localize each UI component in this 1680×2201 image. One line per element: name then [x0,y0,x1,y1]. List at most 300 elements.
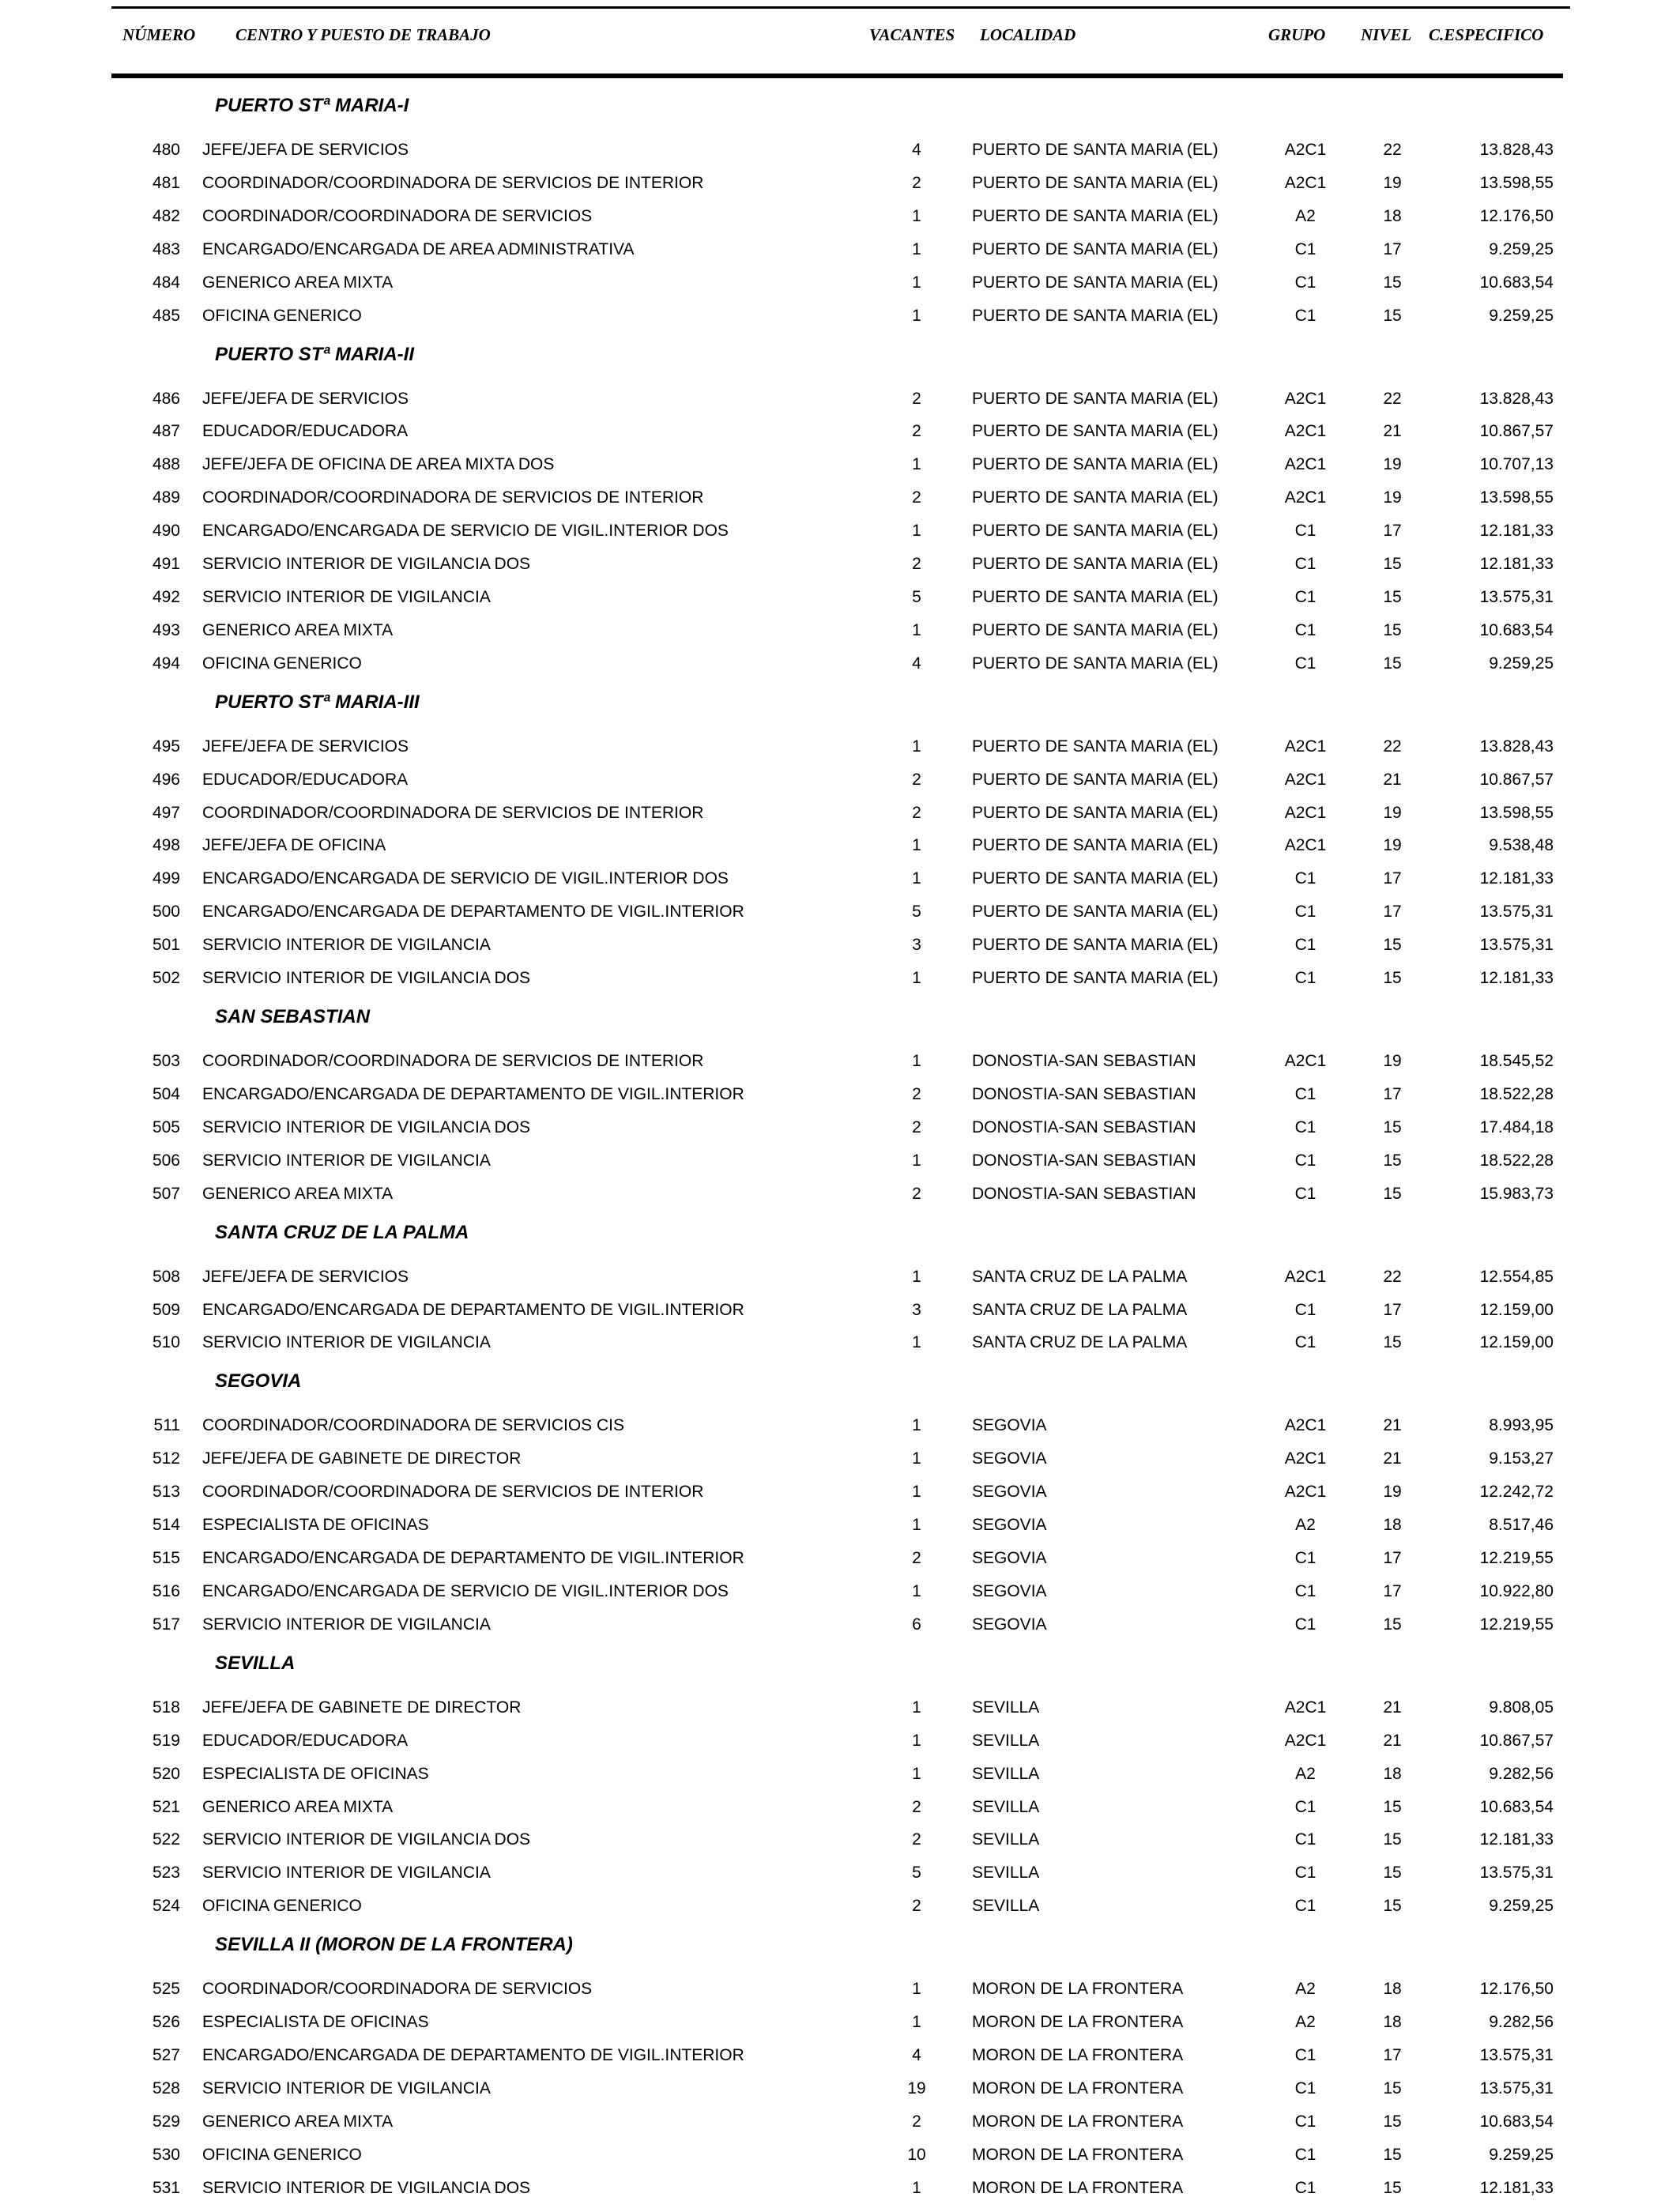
table-row [0,1579,1680,1604]
row-grupo: A2C1 [1284,770,1327,789]
row-nivel: 15 [1383,2079,1402,2097]
row-vacantes: 1 [912,737,921,756]
table-row [0,933,1680,958]
table-row [0,1513,1680,1538]
row-vacantes: 1 [912,1449,921,1468]
row-especifico: 13.598,55 [1479,173,1554,192]
table-row [0,386,1680,412]
row-especifico: 9.259,25 [1489,1897,1554,1916]
row-vacantes: 1 [912,2013,921,2032]
row-vacantes: 6 [912,1615,921,1634]
row-grupo: C1 [1294,306,1317,325]
table-row [0,1860,1680,1886]
row-especifico: 18.522,28 [1479,1084,1554,1103]
row-vacantes: 1 [912,869,921,888]
row-vacantes: 1 [912,2178,921,2197]
row-puesto: JEFE/JEFA DE SERVICIOS [202,389,409,408]
row-localidad: SEGOVIA [972,1516,1047,1535]
row-localidad: PUERTO DE SANTA MARIA (EL) [972,770,1219,789]
row-localidad: SEVILLA [972,1797,1040,1816]
row-nivel: 19 [1383,1483,1402,1502]
table-row [0,1795,1680,1820]
row-grupo: A2C1 [1284,1698,1327,1717]
row-localidad: MORON DE LA FRONTERA [972,2145,1184,2164]
row-especifico: 10.867,57 [1479,770,1554,789]
row-vacantes: 1 [912,1151,921,1170]
row-numero: 515 [152,1549,180,1567]
row-especifico: 13.598,55 [1479,803,1554,822]
row-puesto: SERVICIO INTERIOR DE VIGILANCIA [202,1333,491,1352]
row-nivel: 15 [1383,2178,1402,2197]
table-row [0,1894,1680,1919]
row-grupo: C1 [1294,654,1317,673]
row-localidad: MORON DE LA FRONTERA [972,2112,1184,2131]
row-numero: 511 [153,1416,180,1435]
row-grupo: C1 [1294,2079,1317,2097]
row-localidad: SEGOVIA [972,1549,1047,1567]
table-row [0,1298,1680,1323]
row-numero: 498 [152,836,180,855]
row-grupo: C1 [1294,2112,1317,2131]
row-nivel: 15 [1383,654,1402,673]
row-especifico: 10.867,57 [1479,422,1554,441]
row-grupo: A2C1 [1284,1731,1327,1750]
table-row [0,1264,1680,1290]
table-row [0,1413,1680,1438]
row-numero: 528 [152,2079,180,2097]
row-numero: 500 [152,903,180,921]
row-vacantes: 5 [912,1864,921,1883]
row-nivel: 21 [1383,1731,1402,1750]
row-especifico: 9.808,05 [1489,1698,1554,1717]
row-puesto: SERVICIO INTERIOR DE VIGILANCIA DOS [202,1117,531,1136]
table-row [0,651,1680,677]
row-numero: 512 [152,1449,180,1468]
table-row [0,237,1680,262]
row-nivel: 15 [1383,620,1402,639]
row-puesto: SERVICIO INTERIOR DE VIGILANCIA [202,587,491,606]
table-row [0,1827,1680,1852]
row-numero: 509 [152,1300,180,1319]
row-vacantes: 4 [912,141,921,159]
table-row [0,171,1680,196]
row-especifico: 12.242,72 [1479,1483,1554,1502]
row-especifico: 13.828,43 [1479,737,1554,756]
row-grupo: A2C1 [1284,836,1327,855]
row-localidad: PUERTO DE SANTA MARIA (EL) [972,141,1219,159]
row-vacantes: 1 [912,1764,921,1783]
row-grupo: C1 [1294,2145,1317,2164]
row-vacantes: 1 [912,306,921,325]
row-puesto: ESPECIALISTA DE OFICINAS [202,1516,429,1535]
table-row [0,1546,1680,1571]
table-row [0,204,1680,229]
row-especifico: 9.259,25 [1489,306,1554,325]
row-grupo: C1 [1294,1615,1317,1634]
row-grupo: A2C1 [1284,389,1327,408]
table-row [0,899,1680,925]
row-grupo: C1 [1294,1581,1317,1600]
row-localidad: SEVILLA [972,1897,1040,1916]
row-vacantes: 1 [912,1333,921,1352]
row-puesto: SERVICIO INTERIOR DE VIGILANCIA [202,1615,491,1634]
row-vacantes: 1 [912,1416,921,1435]
row-nivel: 15 [1383,1864,1402,1883]
section-title: SEGOVIA [215,1370,302,1393]
row-numero: 504 [152,1084,180,1103]
row-especifico: 13.828,43 [1479,389,1554,408]
row-localidad: SEVILLA [972,1830,1040,1849]
row-nivel: 15 [1383,1615,1402,1634]
row-numero: 526 [152,2013,180,2032]
row-grupo: A2C1 [1284,1267,1327,1286]
row-especifico: 10.683,54 [1479,273,1554,292]
row-especifico: 12.219,55 [1479,1549,1554,1567]
table-row [0,1115,1680,1140]
table-row [0,2076,1680,2101]
row-nivel: 21 [1383,1416,1402,1435]
row-vacantes: 1 [912,455,921,474]
row-nivel: 17 [1383,239,1402,258]
row-especifico: 9.282,56 [1489,2013,1554,2032]
row-grupo: C1 [1294,969,1317,987]
row-grupo: C1 [1294,869,1317,888]
row-nivel: 17 [1383,1084,1402,1103]
header-numero: NÚMERO [122,25,196,44]
table-row [0,270,1680,296]
row-especifico: 12.181,33 [1479,555,1554,573]
row-especifico: 12.181,33 [1479,1830,1554,1849]
table-row [0,303,1680,329]
row-numero: 519 [152,1731,180,1750]
row-numero: 491 [152,555,180,573]
row-nivel: 19 [1383,836,1402,855]
row-numero: 480 [152,141,180,159]
row-nivel: 19 [1383,488,1402,507]
row-puesto: COORDINADOR/COORDINADORA DE SERVICIOS DE INTERIOR [202,1052,704,1070]
row-vacantes: 2 [912,173,921,192]
section-title: PUERTO STª MARIA-I [215,95,409,116]
row-grupo: A2C1 [1284,1483,1327,1502]
row-localidad: PUERTO DE SANTA MARIA (EL) [972,422,1219,441]
row-localidad: MORON DE LA FRONTERA [972,1980,1184,1999]
table-row [0,1612,1680,1638]
row-numero: 483 [152,239,180,258]
row-especifico: 10.683,54 [1479,620,1554,639]
row-nivel: 18 [1383,1516,1402,1535]
row-nivel: 17 [1383,1549,1402,1567]
row-grupo: C1 [1294,1549,1317,1567]
row-numero: 486 [152,389,180,408]
row-localidad: SANTA CRUZ DE LA PALMA [972,1300,1188,1319]
row-numero: 488 [152,455,180,474]
row-localidad: PUERTO DE SANTA MARIA (EL) [972,654,1219,673]
row-puesto: SERVICIO INTERIOR DE VIGILANCIA [202,2079,491,2097]
row-vacantes: 1 [912,1980,921,1999]
row-especifico: 10.707,13 [1479,455,1554,474]
row-numero: 482 [152,206,180,225]
row-grupo: A2 [1295,1516,1316,1535]
table-row [0,138,1680,163]
row-localidad: PUERTO DE SANTA MARIA (EL) [972,173,1219,192]
row-numero: 489 [152,488,180,507]
table-row [0,2143,1680,2168]
row-puesto: ENCARGADO/ENCARGADA DE DEPARTAMENTO DE VIGIL.INTERIOR [202,1084,744,1103]
row-puesto: COORDINADOR/COORDINADORA DE SERVICIOS [202,206,593,225]
row-puesto: ENCARGADO/ENCARGADA DE DEPARTAMENTO DE VIGIL.INTERIOR [202,1300,744,1319]
row-grupo: C1 [1294,1830,1317,1849]
row-especifico: 10.867,57 [1479,1731,1554,1750]
row-puesto: JEFE/JEFA DE OFICINA [202,836,386,855]
row-localidad: PUERTO DE SANTA MARIA (EL) [972,206,1219,225]
row-localidad: SEGOVIA [972,1449,1047,1468]
row-numero: 493 [152,620,180,639]
row-nivel: 15 [1383,555,1402,573]
row-puesto: SERVICIO INTERIOR DE VIGILANCIA DOS [202,2178,531,2197]
row-nivel: 15 [1383,936,1402,955]
row-especifico: 18.522,28 [1479,1151,1554,1170]
row-puesto: JEFE/JEFA DE SERVICIOS [202,1267,409,1286]
row-numero: 487 [152,422,180,441]
row-vacantes: 2 [912,488,921,507]
row-localidad: SANTA CRUZ DE LA PALMA [972,1333,1188,1352]
row-localidad: PUERTO DE SANTA MARIA (EL) [972,389,1219,408]
row-nivel: 15 [1383,969,1402,987]
row-nivel: 19 [1383,1052,1402,1070]
row-vacantes: 1 [912,1052,921,1070]
row-vacantes: 1 [912,620,921,639]
row-numero: 502 [152,969,180,987]
row-localidad: PUERTO DE SANTA MARIA (EL) [972,737,1219,756]
row-grupo: C1 [1294,1151,1317,1170]
row-localidad: DONOSTIA-SAN SEBASTIAN [972,1052,1196,1070]
row-puesto: GENERICO AREA MIXTA [202,1184,394,1203]
row-grupo: A2C1 [1284,1416,1327,1435]
row-localidad: SEGOVIA [972,1483,1047,1502]
row-numero: 525 [152,1980,180,1999]
row-nivel: 21 [1383,770,1402,789]
row-especifico: 13.828,43 [1479,141,1554,159]
row-vacantes: 1 [912,206,921,225]
section-title: PUERTO STª MARIA-II [215,343,415,365]
header-nivel: NIVEL [1361,25,1412,44]
table-row [0,485,1680,511]
row-grupo: A2C1 [1284,455,1327,474]
row-nivel: 19 [1383,455,1402,474]
row-grupo: C1 [1294,1300,1317,1319]
row-localidad: SEGOVIA [972,1581,1047,1600]
row-nivel: 17 [1383,1581,1402,1600]
row-numero: 506 [152,1151,180,1170]
row-puesto: SERVICIO INTERIOR DE VIGILANCIA [202,1864,491,1883]
row-puesto: EDUCADOR/EDUCADORA [202,422,409,441]
row-nivel: 15 [1383,1184,1402,1203]
table-row [0,2176,1680,2201]
row-localidad: PUERTO DE SANTA MARIA (EL) [972,903,1219,921]
row-puesto: ESPECIALISTA DE OFICINAS [202,1764,429,1783]
row-localidad: PUERTO DE SANTA MARIA (EL) [972,587,1219,606]
row-especifico: 9.259,25 [1489,654,1554,673]
row-localidad: DONOSTIA-SAN SEBASTIAN [972,1084,1196,1103]
row-puesto: ENCARGADO/ENCARGADA DE DEPARTAMENTO DE VIGIL.INTERIOR [202,2046,744,2064]
row-puesto: ENCARGADO/ENCARGADA DE DEPARTAMENTO DE VIGIL.INTERIOR [202,1549,744,1567]
row-grupo: A2 [1295,2013,1316,2032]
row-numero: 531 [152,2178,180,2197]
header-grupo: GRUPO [1268,25,1326,44]
row-nivel: 15 [1383,1830,1402,1849]
row-nivel: 18 [1383,1764,1402,1783]
table-row [0,801,1680,826]
row-grupo: C1 [1294,903,1317,921]
row-localidad: SANTA CRUZ DE LA PALMA [972,1267,1188,1286]
row-vacantes: 2 [912,1549,921,1567]
row-grupo: C1 [1294,1864,1317,1883]
table-row [0,585,1680,610]
row-puesto: EDUCADOR/EDUCADORA [202,1731,409,1750]
row-puesto: JEFE/JEFA DE SERVICIOS [202,737,409,756]
table-row [0,1182,1680,1207]
row-puesto: SERVICIO INTERIOR DE VIGILANCIA DOS [202,1830,531,1849]
row-numero: 513 [152,1483,180,1502]
row-nivel: 21 [1383,1698,1402,1717]
row-vacantes: 2 [912,389,921,408]
row-nivel: 15 [1383,273,1402,292]
row-especifico: 13.575,31 [1479,2079,1554,2097]
row-grupo: A2 [1295,206,1316,225]
row-localidad: PUERTO DE SANTA MARIA (EL) [972,803,1219,822]
row-nivel: 19 [1383,803,1402,822]
row-grupo: C1 [1294,587,1317,606]
row-especifico: 9.259,25 [1489,2145,1554,2164]
row-nivel: 15 [1383,2145,1402,2164]
row-nivel: 18 [1383,1980,1402,1999]
row-numero: 501 [152,936,180,955]
row-grupo: C1 [1294,620,1317,639]
row-nivel: 17 [1383,2046,1402,2064]
row-localidad: DONOSTIA-SAN SEBASTIAN [972,1117,1196,1136]
row-especifico: 12.176,50 [1479,206,1554,225]
row-vacantes: 5 [912,587,921,606]
row-puesto: JEFE/JEFA DE GABINETE DE DIRECTOR [202,1698,522,1717]
row-vacantes: 4 [912,654,921,673]
row-grupo: A2 [1295,1980,1316,1999]
table-row [0,966,1680,991]
row-especifico: 12.181,33 [1479,2178,1554,2197]
row-vacantes: 2 [912,555,921,573]
row-especifico: 12.181,33 [1479,522,1554,541]
row-vacantes: 2 [912,1117,921,1136]
table-row [0,552,1680,577]
row-localidad: SEGOVIA [972,1416,1047,1435]
row-puesto: GENERICO AREA MIXTA [202,2112,394,2131]
row-localidad: PUERTO DE SANTA MARIA (EL) [972,488,1219,507]
row-vacantes: 1 [912,239,921,258]
row-puesto: OFICINA GENERICO [202,2145,362,2164]
row-numero: 496 [152,770,180,789]
table-row [0,833,1680,858]
row-nivel: 21 [1383,422,1402,441]
row-puesto: JEFE/JEFA DE OFICINA DE AREA MIXTA DOS [202,455,555,474]
row-numero: 516 [152,1581,180,1600]
row-grupo: C1 [1294,1117,1317,1136]
row-numero: 507 [152,1184,180,1203]
section-title: SANTA CRUZ DE LA PALMA [215,1221,469,1243]
table-row [0,1695,1680,1720]
row-puesto: SERVICIO INTERIOR DE VIGILANCIA DOS [202,969,531,987]
row-puesto: COORDINADOR/COORDINADORA DE SERVICIOS DE INTERIOR [202,1483,704,1502]
row-localidad: DONOSTIA-SAN SEBASTIAN [972,1151,1196,1170]
row-localidad: SEVILLA [972,1764,1040,1783]
row-numero: 522 [152,1830,180,1849]
row-especifico: 9.259,25 [1489,239,1554,258]
row-nivel: 15 [1383,1117,1402,1136]
row-grupo: C1 [1294,2178,1317,2197]
row-puesto: COORDINADOR/COORDINADORA DE SERVICIOS CIS [202,1416,625,1435]
row-grupo: A2C1 [1284,173,1327,192]
row-numero: 505 [152,1117,180,1136]
header-centro: CENTRO Y PUESTO DE TRABAJO [235,25,491,44]
row-grupo: C1 [1294,1333,1317,1352]
row-localidad: PUERTO DE SANTA MARIA (EL) [972,869,1219,888]
row-localidad: SEVILLA [972,1731,1040,1750]
row-especifico: 12.219,55 [1479,1615,1554,1634]
row-localidad: MORON DE LA FRONTERA [972,2178,1184,2197]
row-vacantes: 19 [907,2079,926,2097]
row-vacantes: 2 [912,2112,921,2131]
row-especifico: 9.282,56 [1489,1764,1554,1783]
row-especifico: 10.683,54 [1479,1797,1554,1816]
table-row [0,518,1680,544]
row-puesto: SERVICIO INTERIOR DE VIGILANCIA [202,1151,491,1170]
row-especifico: 13.575,31 [1479,936,1554,955]
row-puesto: GENERICO AREA MIXTA [202,1797,394,1816]
row-vacantes: 2 [912,1897,921,1916]
row-nivel: 22 [1383,141,1402,159]
row-vacantes: 2 [912,1797,921,1816]
row-nivel: 15 [1383,587,1402,606]
row-especifico: 9.538,48 [1489,836,1554,855]
row-puesto: EDUCADOR/EDUCADORA [202,770,409,789]
row-grupo: C1 [1294,522,1317,541]
table-row [0,767,1680,793]
table-row [0,2010,1680,2035]
table-row [0,866,1680,891]
table-row [0,1148,1680,1174]
row-puesto: ESPECIALISTA DE OFICINAS [202,2013,429,2032]
row-vacantes: 1 [912,1267,921,1286]
section-title: PUERTO STª MARIA-III [215,691,420,713]
table-row [0,2043,1680,2068]
row-especifico: 15.983,73 [1479,1184,1554,1203]
header-vacantes: VACANTES [869,25,955,44]
row-grupo: C1 [1294,1084,1317,1103]
table-row [0,1049,1680,1074]
row-nivel: 17 [1383,1300,1402,1319]
row-grupo: C1 [1294,239,1317,258]
row-localidad: MORON DE LA FRONTERA [972,2046,1184,2064]
row-puesto: ENCARGADO/ENCARGADA DE DEPARTAMENTO DE VIGIL.INTERIOR [202,903,744,921]
row-numero: 523 [152,1864,180,1883]
row-especifico: 13.575,31 [1479,2046,1554,2064]
row-especifico: 9.153,27 [1489,1449,1554,1468]
row-localidad: PUERTO DE SANTA MARIA (EL) [972,969,1219,987]
row-nivel: 22 [1383,1267,1402,1286]
row-localidad: PUERTO DE SANTA MARIA (EL) [972,522,1219,541]
header-especifico: C.ESPECIFICO [1429,25,1544,44]
row-localidad: SEGOVIA [972,1615,1047,1634]
row-grupo: A2C1 [1284,1449,1327,1468]
row-nivel: 15 [1383,1897,1402,1916]
